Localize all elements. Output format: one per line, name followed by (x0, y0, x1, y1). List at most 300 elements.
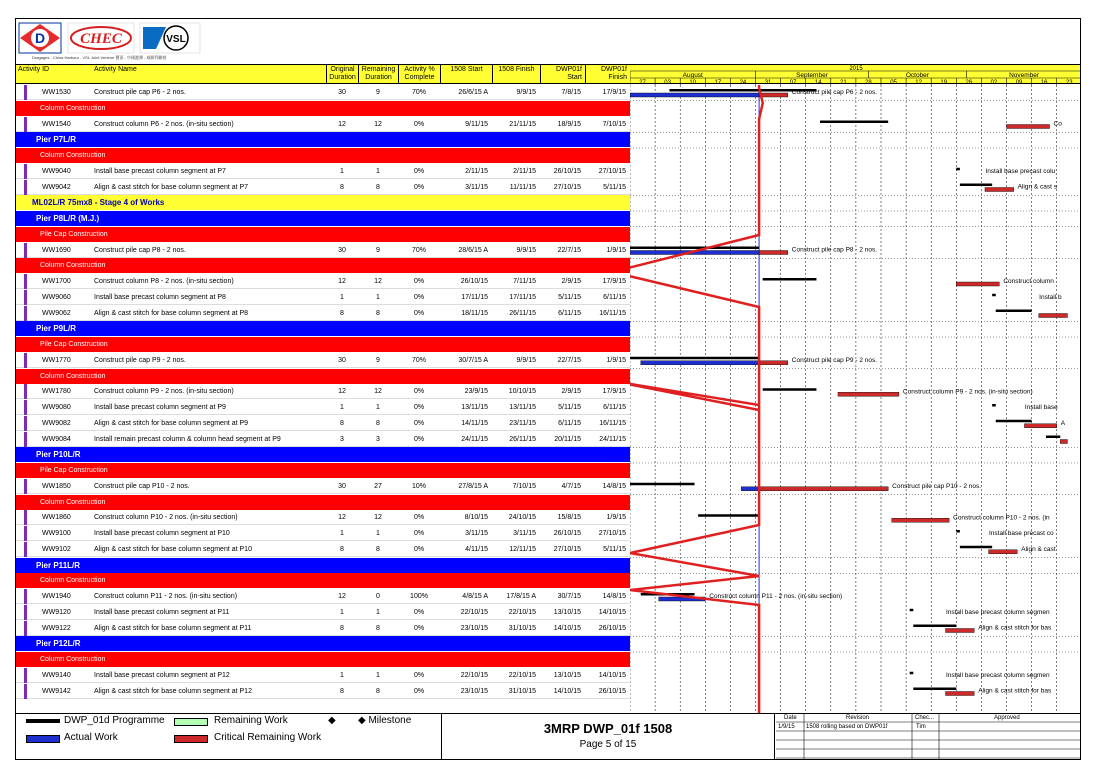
cell-f: 31/10/15 (508, 624, 536, 632)
cell-ds: 15/8/15 (557, 514, 581, 522)
bar-label: Co (1053, 120, 1062, 128)
activity-name: Install base precast column segment at P9 (94, 404, 226, 411)
table-row (16, 668, 630, 683)
timeline-month: November (1009, 72, 1040, 79)
activity-id: WW9102 (42, 545, 71, 553)
legend-programme-label: DWP_01d Programme (64, 715, 165, 726)
cell-f: 10/10/15 (508, 388, 536, 396)
activity-name: Align & cast stitch for base column segment at P9 (94, 419, 249, 427)
programme-bar (956, 168, 960, 171)
timeline-scale (630, 65, 1081, 85)
activity-name: Align & cast stitch for base column segment at P10 (94, 545, 252, 553)
gantt-canvas (630, 85, 1081, 713)
row-indent-marker (24, 510, 27, 525)
cell-f: 9/9/15 (516, 89, 536, 96)
band-label: ML02L/R 75mx8 - Stage 4 of Works (32, 198, 165, 208)
cell-pc: 0% (413, 293, 425, 301)
bar-label: Install base precast column segmen (945, 608, 1050, 616)
row-indent-marker (24, 384, 27, 399)
table-row (16, 400, 630, 415)
bar-label: Align & cast (1021, 545, 1056, 553)
cell-rd: 8 (376, 419, 380, 427)
cell-ds: 5/11/15 (558, 293, 581, 301)
activity-id: WW1860 (42, 514, 71, 522)
row-indent-marker (24, 85, 27, 100)
row-indent-marker (24, 290, 27, 305)
cell-ds: 6/11/15 (558, 419, 581, 427)
header-dwp-start: DWP01f Start (540, 65, 585, 83)
bar-label: Construct column (1003, 278, 1054, 285)
cell-ds: 4/7/15 (561, 482, 581, 490)
header-original-duration: Original Duration (326, 65, 358, 83)
legend-remaining-swatch (174, 718, 208, 726)
programme-bar (992, 404, 996, 407)
cell-df: 24/11/15 (599, 435, 626, 443)
timeline-day: 14 (814, 80, 822, 85)
cell-df: 1/9/15 (606, 514, 626, 522)
legend-programme-swatch (26, 719, 60, 723)
activity-id: WW9082 (42, 419, 71, 427)
timeline-day: 27 (639, 80, 646, 85)
cell-od: 8 (340, 545, 344, 553)
cell-df: 16/11/15 (599, 419, 626, 427)
cell-s: 26/10/15 (460, 278, 488, 285)
cell-f: 11/11/15 (509, 183, 536, 191)
timeline-day: 07 (789, 80, 797, 85)
timeline-day: 12 (915, 80, 922, 85)
row-indent-marker (24, 180, 27, 195)
svg-text:VSL: VSL (166, 34, 186, 45)
cell-rd: 9 (376, 356, 380, 364)
section-band (16, 463, 630, 478)
cell-rd: 8 (376, 545, 380, 553)
rev-header-approved: Approved (994, 715, 1020, 721)
cell-od: 12 (338, 278, 346, 285)
cell-s: 13/11/15 (461, 404, 488, 411)
band-label: Pile Cap Construction (40, 341, 108, 348)
pier-band (16, 321, 630, 336)
critical-bar (1024, 424, 1056, 428)
cell-f: 3/11/15 (513, 530, 536, 537)
cell-od: 1 (340, 167, 344, 175)
programme-bar (763, 278, 817, 281)
header-1508-start: 1508 Start (440, 65, 492, 83)
table-row (16, 180, 630, 195)
cell-ds: 2/9/15 (561, 278, 581, 285)
cell-pc: 0% (413, 278, 425, 285)
cell-f: 7/10/15 (512, 482, 536, 490)
timeline-day: 02 (990, 80, 998, 85)
band-label: Column Construction (40, 577, 106, 585)
activity-name: Construct pile cap P8 - 2 nos. (94, 246, 186, 254)
cell-f: 9/9/15 (516, 356, 536, 364)
activity-name: Construct pile cap P9 - 2 nos. (94, 356, 186, 364)
programme-bar (996, 420, 1032, 423)
cell-s: 26/6/15 A (458, 89, 488, 96)
row-indent-marker (24, 684, 27, 699)
cell-rd: 0 (376, 593, 380, 600)
activity-name: Construct column P10 - 2 nos. (in-situ section) (94, 514, 238, 522)
cell-pc: 0% (413, 624, 425, 632)
legend-critical-swatch (174, 735, 208, 743)
cell-s: 4/11/15 (465, 545, 488, 553)
critical-bar (956, 282, 999, 286)
cell-ds: 6/11/15 (558, 309, 581, 317)
cell-rd: 8 (376, 183, 380, 191)
programme-bar (630, 247, 759, 250)
row-indent-marker (24, 479, 27, 494)
row-indent-marker (24, 621, 27, 636)
cell-df: 6/11/15 (603, 404, 626, 411)
cell-od: 12 (338, 120, 346, 128)
band-label: Column Construction (40, 372, 106, 380)
cell-df: 26/10/15 (598, 687, 626, 695)
cell-df: 17/9/15 (602, 278, 626, 285)
cell-ds: 2/9/15 (561, 388, 581, 396)
cell-s: 18/11/15 (461, 309, 488, 317)
title-block (441, 714, 775, 760)
cell-s: 23/9/15 (464, 388, 488, 396)
cell-df: 14/8/15 (602, 482, 626, 490)
cell-rd: 8 (376, 687, 380, 695)
cell-pc: 100% (410, 593, 428, 600)
actual-bar (630, 93, 759, 97)
cell-od: 1 (340, 530, 344, 537)
timeline-day: 23 (1065, 80, 1073, 85)
cell-od: 8 (340, 687, 344, 695)
bar-label: Align & cast stitch for bas (978, 687, 1052, 695)
cell-pc: 0% (413, 419, 425, 427)
critical-bar (892, 518, 949, 522)
timeline-day: 16 (1040, 80, 1048, 85)
activity-id: WW9042 (42, 183, 71, 191)
activity-name: Construct column P6 - 2 nos. (in-situ section) (94, 120, 234, 128)
timeline-day: 28 (865, 80, 872, 85)
programme-bar (956, 530, 960, 533)
activity-name: Align & cast stitch for base column segment at P7 (94, 183, 249, 191)
table-row (16, 684, 630, 699)
cell-od: 12 (338, 593, 346, 600)
cell-pc: 10% (411, 482, 426, 490)
table-row (16, 384, 630, 399)
section-band (16, 337, 630, 352)
table-row (16, 164, 630, 179)
cell-f: 7/11/15 (513, 278, 536, 285)
cell-df: 1/9/15 (606, 246, 626, 254)
table-row (16, 85, 630, 100)
activity-id: WW9120 (42, 608, 71, 616)
activity-id: WW1770 (42, 356, 71, 364)
cell-od: 8 (340, 183, 344, 191)
pier-band (16, 558, 630, 573)
cell-ds: 7/8/15 (561, 89, 581, 96)
table-row (16, 542, 630, 557)
bar-label: Align & cast s (1017, 183, 1058, 191)
cell-rd: 1 (376, 167, 380, 175)
timeline-header (630, 64, 1081, 84)
bar-label: Construct column P9 - 2 nos. (in-situ section) (902, 388, 1033, 396)
timeline-day: 19 (940, 80, 948, 85)
bar-label: Construct column P11 - 2 nos. (in-situ section) (709, 593, 843, 600)
cell-s: 9/11/15 (465, 120, 488, 128)
cell-f: 21/11/15 (509, 120, 536, 128)
critical-bar (946, 692, 975, 696)
cell-rd: 12 (374, 278, 382, 285)
cell-df: 14/8/15 (602, 593, 626, 600)
legend-actual-swatch (26, 735, 60, 743)
row-indent-marker (24, 589, 27, 604)
programme-bar (763, 388, 817, 391)
cell-pc: 0% (413, 687, 425, 695)
critical-bar (759, 251, 788, 255)
cell-od: 8 (340, 309, 344, 317)
critical-bar (1007, 125, 1050, 129)
activity-id: WW1940 (42, 593, 71, 600)
cell-ds: 13/10/15 (553, 608, 581, 616)
section-band (16, 652, 630, 667)
logo-strip (16, 19, 216, 64)
band-label: Pile Cap Construction (40, 467, 108, 474)
cell-od: 8 (340, 419, 344, 427)
programme-bar (992, 294, 996, 297)
cell-pc: 0% (413, 167, 425, 175)
programme-bar (910, 609, 914, 612)
critical-bar (838, 392, 899, 396)
bar-label: Install base precast co (988, 530, 1054, 537)
cell-ds: 27/10/15 (553, 545, 581, 553)
cell-s: 28/6/15 A (458, 246, 488, 254)
critical-bar (946, 629, 975, 633)
timeline-day: 10 (689, 80, 697, 85)
cell-pc: 0% (413, 183, 425, 191)
cell-ds: 5/11/15 (558, 404, 581, 411)
cell-od: 1 (340, 608, 344, 616)
row-indent-marker (24, 400, 27, 415)
cell-rd: 1 (376, 530, 380, 537)
bar-label: Construct column P10 - 2 nos. (in (953, 514, 1050, 522)
cell-pc: 0% (413, 435, 425, 443)
section-band (16, 573, 630, 588)
cell-rd: 1 (376, 671, 380, 679)
activity-id: WW9122 (42, 624, 71, 632)
table-row (16, 526, 630, 541)
bar-label: Construct pile cap P9 - 2 nos. (791, 356, 878, 364)
bar-label: Construct pile cap P10 - 2 nos. (892, 482, 982, 490)
table-row (16, 117, 630, 132)
row-indent-marker (24, 526, 27, 541)
timeline-year: 2015 (849, 66, 863, 72)
activity-id: WW1690 (42, 246, 71, 254)
cell-f: 22/10/15 (508, 608, 536, 616)
band-label: Pier P8L/R (M.J.) (36, 214, 100, 223)
pier-band (16, 211, 630, 226)
bar-label: Install base (1024, 404, 1058, 411)
cell-pc: 0% (413, 671, 425, 679)
cell-f: 31/10/15 (508, 687, 536, 695)
cell-s: 30/7/15 A (458, 356, 488, 364)
band-label: Pile Cap Construction (40, 230, 108, 238)
legend-remaining-label: Remaining Work (214, 715, 288, 726)
programme-bar (996, 310, 1032, 313)
header-activity-pct: Activity % Complete (398, 65, 440, 83)
table-row (16, 479, 630, 494)
cell-ds: 18/9/15 (557, 120, 581, 128)
table-row (16, 290, 630, 305)
activity-name: Install base precast column segment at P8 (94, 293, 226, 301)
cell-s: 14/11/15 (461, 419, 488, 427)
critical-bar (985, 188, 1014, 192)
cell-df: 16/11/15 (599, 309, 626, 317)
programme-bar (910, 672, 914, 675)
cell-df: 1/9/15 (606, 356, 626, 364)
row-indent-marker (24, 416, 27, 431)
critical-bar (989, 550, 1018, 554)
cell-ds: 30/7/15 (557, 593, 581, 600)
row-indent-marker (24, 353, 27, 368)
activity-id: WW1540 (42, 120, 71, 128)
cell-pc: 0% (413, 120, 425, 128)
legend-actual-label: Actual Work (64, 732, 118, 743)
cell-ds: 26/10/15 (553, 530, 581, 537)
row-indent-marker (24, 243, 27, 258)
row-indent-marker (24, 274, 27, 289)
cell-rd: 12 (374, 388, 382, 396)
band-label: Column Construction (40, 152, 106, 159)
cell-pc: 0% (413, 545, 425, 553)
header-activity-name: Activity Name (94, 66, 137, 73)
table-row (16, 306, 630, 321)
programme-bar (913, 625, 956, 628)
cell-f: 12/11/15 (509, 545, 536, 553)
section-band (16, 101, 630, 116)
cell-s: 3/11/15 (465, 530, 488, 537)
programme-bar (1046, 436, 1060, 439)
activity-name: Construct column P11 - 2 nos. (in-situ section) (94, 593, 238, 600)
band-label: Column Construction (40, 498, 106, 506)
milestone-diamond-icon: ◆ (328, 715, 336, 726)
timeline-day: 26 (965, 80, 973, 85)
cell-ds: 26/10/15 (553, 167, 581, 175)
cell-df: 17/9/15 (602, 89, 626, 96)
cell-ds: 22/7/15 (557, 356, 581, 364)
table-row (16, 621, 630, 636)
bar-label: Align & cast stitch for bas (978, 624, 1052, 632)
bar-label: Install b (1039, 293, 1062, 301)
cell-s: 22/10/15 (460, 608, 488, 616)
svg-text:CHEC: CHEC (80, 31, 122, 47)
table-row (16, 416, 630, 431)
band-label: Pier P12L/R (36, 639, 81, 649)
cell-f: 23/11/15 (509, 419, 536, 427)
cell-pc: 0% (413, 514, 425, 522)
cell-od: 3 (340, 435, 344, 443)
activity-id: WW9100 (42, 530, 71, 537)
actual-bar (641, 361, 759, 365)
cell-f: 2/11/15 (513, 167, 536, 175)
timeline-day: 17 (714, 80, 722, 85)
cell-od: 30 (338, 482, 346, 490)
cell-pc: 0% (413, 608, 425, 616)
band-label: Pier P10L/R (36, 450, 81, 460)
cell-df: 27/10/15 (598, 167, 626, 175)
cell-pc: 0% (413, 404, 425, 411)
activity-name: Install base precast column segment at P11 (94, 608, 230, 616)
timeline-day: 05 (890, 80, 897, 85)
section-band (16, 369, 630, 384)
activity-id: WW9062 (42, 309, 71, 317)
critical-bar (1060, 440, 1067, 444)
programme-bar (820, 121, 888, 124)
cell-s: 24/11/15 (461, 435, 488, 443)
section-band (16, 227, 630, 242)
cell-od: 30 (338, 89, 346, 96)
actual-bar (741, 487, 759, 491)
cell-s: 22/10/15 (460, 671, 488, 679)
critical-bar (759, 487, 888, 491)
cell-rd: 1 (376, 293, 380, 301)
header-remaining-duration: Remaining Duration (358, 65, 398, 83)
activity-id: WW1850 (42, 482, 71, 490)
rev-header-revision: Revision (846, 715, 870, 721)
rev-date: 1/9/15 (778, 724, 795, 730)
revision-block (776, 714, 1081, 760)
document-title: 3MRP DWP_01f 1508 (543, 721, 673, 736)
section-band (16, 148, 630, 163)
activity-id: WW9080 (42, 404, 71, 411)
row-indent-marker (24, 306, 27, 321)
bar-label: A (1060, 419, 1066, 427)
activity-name: Align & cast stitch for base column segment at P11 (94, 624, 252, 632)
cell-f: 24/10/15 (508, 514, 536, 522)
cell-df: 5/11/15 (603, 545, 626, 553)
activity-name: Construct pile cap P10 - 2 nos. (94, 482, 190, 490)
activity-name: Install base precast column segment at P10 (94, 530, 230, 537)
timeline-day: 24 (739, 80, 747, 85)
cell-s: 17/11/15 (461, 293, 488, 301)
activity-id: WW9040 (42, 167, 71, 175)
programme-bar (698, 514, 759, 517)
cell-f: 9/9/15 (516, 246, 536, 254)
row-indent-marker (24, 117, 27, 132)
cell-df: 27/10/15 (598, 530, 626, 537)
activity-name: Align & cast stitch for base column segment at P12 (94, 687, 252, 695)
cell-f: 22/10/15 (508, 671, 536, 679)
cell-od: 1 (340, 671, 344, 679)
cell-ds: 27/10/15 (553, 183, 581, 191)
cell-df: 14/10/15 (598, 671, 626, 679)
table-row (16, 432, 630, 447)
pier-band (16, 636, 630, 651)
row-indent-marker (24, 164, 27, 179)
activity-id: WW9140 (42, 671, 71, 679)
rev-checked: Tim (916, 724, 926, 730)
cell-s: 23/10/15 (460, 624, 488, 632)
band-label: Pier P11L/R (36, 560, 81, 570)
column-header-row (16, 64, 630, 84)
section-band (16, 258, 630, 273)
progress-line (630, 85, 763, 713)
activity-name: Install base precast column segment at P12 (94, 671, 230, 679)
critical-bar (759, 361, 788, 365)
cell-ds: 14/10/15 (553, 687, 581, 695)
legend-footer (16, 713, 1081, 760)
stage-band (16, 195, 630, 210)
cell-df: 14/10/15 (598, 608, 626, 616)
cell-f: 13/11/15 (509, 404, 536, 411)
cell-f: 17/11/15 (509, 293, 536, 301)
row-indent-marker (24, 605, 27, 620)
critical-bar (759, 93, 788, 97)
